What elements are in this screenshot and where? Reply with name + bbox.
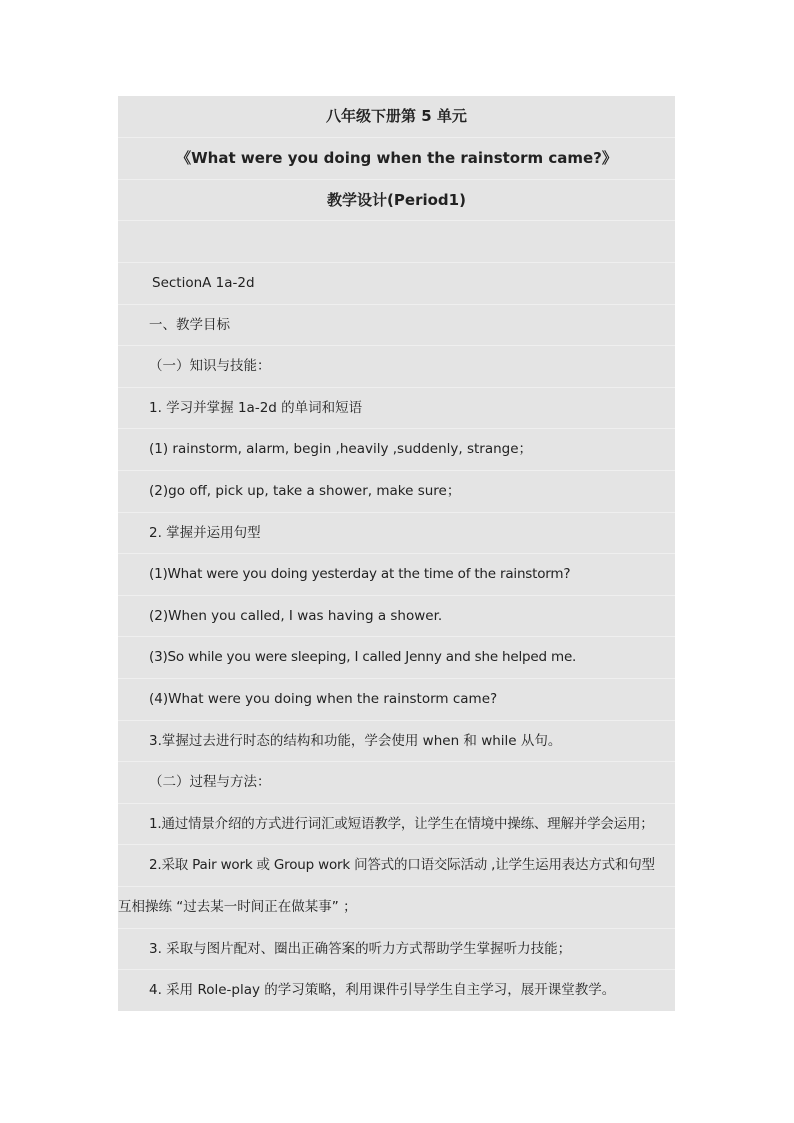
document-title-design: 教学设计(Period1)	[118, 179, 675, 220]
method-item-4: 4. 采用 Role-play 的学习策略，利用课件引导学生自主学习，展开课堂教学。	[118, 969, 675, 1010]
document-title-lesson: 《What were you doing when the rainstorm came?》	[118, 137, 675, 178]
sentence-pattern-1: (1)What were you doing yesterday at the time of the rainstorm?	[118, 553, 675, 594]
document-page	[118, 96, 675, 1011]
vocabulary-words: (1) rainstorm, alarm, begin ,heavily ,suddenly, strange；	[118, 428, 675, 469]
vocabulary-phrases: (2)go off, pick up, take a shower, make sure；	[118, 470, 675, 511]
sentence-pattern-4: (4)What were you doing when the rainstorm came?	[118, 678, 675, 719]
section-heading: SectionA 1a-2d	[118, 262, 675, 303]
document-title-unit: 八年级下册第 5 单元	[326, 107, 467, 125]
method-item-3: 3. 采取与图片配对、圈出正确答案的听力方式帮助学生掌握听力技能；	[118, 928, 675, 969]
goal-item-1: 1. 学习并掌握 1a-2d 的单词和短语	[118, 387, 675, 428]
sentence-pattern-2: (2)When you called, I was having a shower.	[118, 595, 675, 636]
method-item-2-continued: 互相操练 “过去某一时间正在做某事” ；	[118, 886, 675, 927]
goal-item-2: 2. 掌握并运用句型	[118, 512, 675, 553]
method-item-2: 2.采取 Pair work 或 Group work 问答式的口语交际活动 ,让学生运用表达方式和句型	[118, 844, 675, 885]
goal-item-3: 3.掌握过去进行时态的结构和功能，学会使用 when 和 while 从句。	[118, 720, 675, 761]
process-methods-heading: （二）过程与方法：	[118, 761, 675, 802]
method-item-1: 1.通过情景介绍的方式进行词汇或短语教学，让学生在情境中操练、理解并学会运用；	[118, 803, 675, 844]
teaching-goals-heading: 一、教学目标	[118, 304, 675, 345]
knowledge-skills-heading: （一）知识与技能：	[118, 345, 675, 386]
sentence-pattern-3: (3)So while you were sleeping, I called Jenny and she helped me.	[118, 636, 675, 677]
blank-line	[118, 220, 675, 261]
